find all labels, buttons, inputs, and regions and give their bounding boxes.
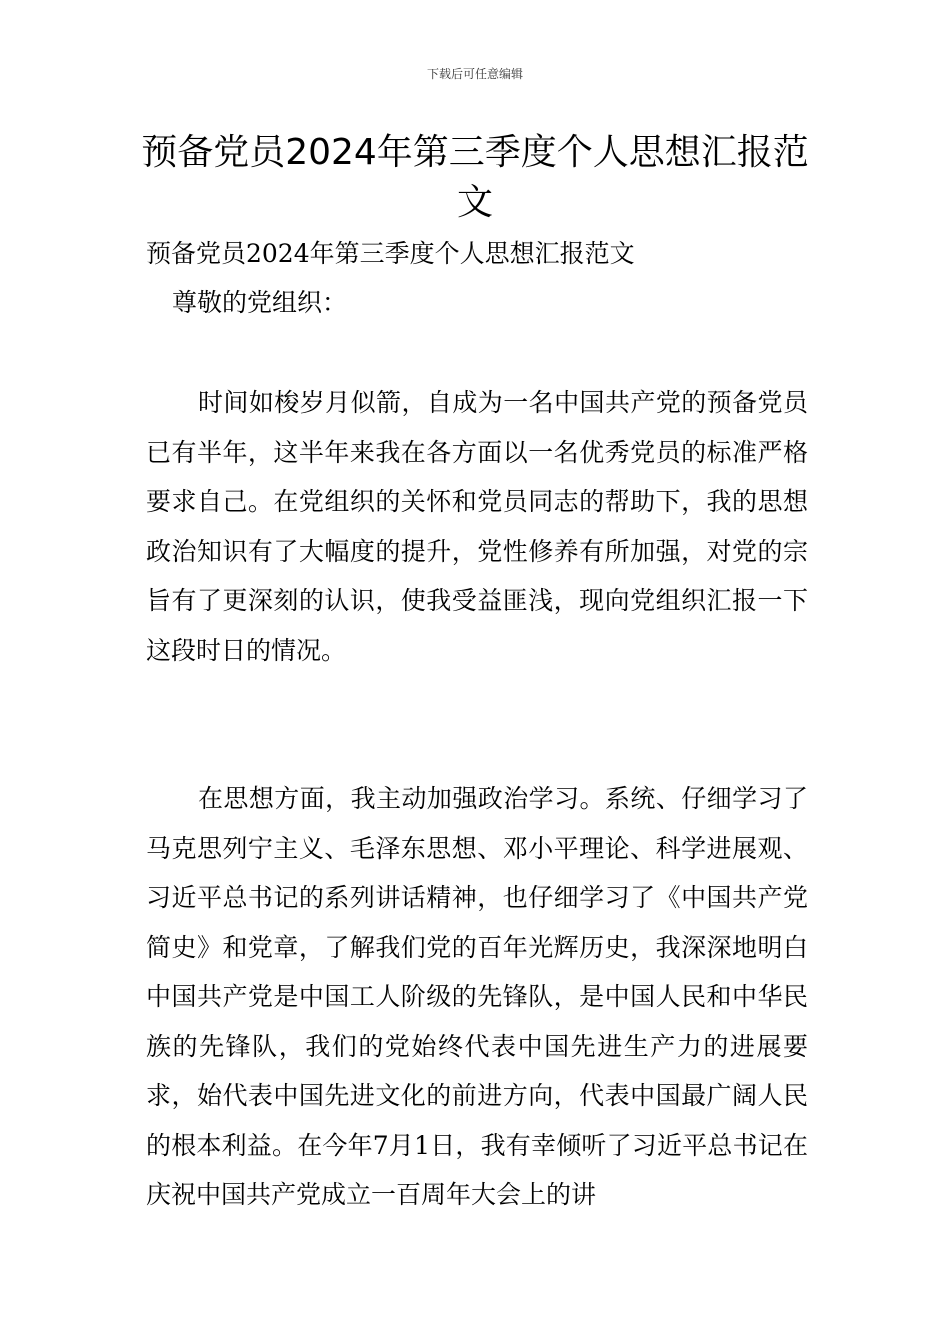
header-note: 下载后可任意编辑 xyxy=(426,67,523,81)
document-title: 预备党员2024年第三季度个人思想汇报范文 xyxy=(141,132,809,223)
document-subtitle: 预备党员2024年第三季度个人思想汇报范文 xyxy=(146,239,635,268)
salutation: 尊敬的党组织： xyxy=(172,288,348,317)
paragraph-2: 在思想方面，我主动加强政治学习。系统、仔细学习了马克思列宁主义、毛泽东思想、邓小平理论、科学进展观、习近平总书记的系列讲话精神，也仔细学习了《中国共产党简史》和党章，了解我们党的百年光辉历史，我深深地明白中国共产党是中国工人阶级的先锋队，是中国人民和中华民族的先锋队，我们的党始终代表中国先进生产力的进展要求，始代表中国先进文化的前进方向，代表中国最广阔人民的根本利益。在今年7月1日，我有幸倾听了习近平总书记在庆祝中国共产党成立一百周年大会上的讲 xyxy=(146,784,808,1209)
paragraph-1: 时间如梭岁月似箭，自成为一名中国共产党的预备党员已有半年，这半年来我在各方面以一名优秀党员的标准严格要求自己。在党组织的关怀和党员同志的帮助下，我的思想政治知识有了大幅度的提升，党性修养有所加强，对党的宗旨有了更深刻的认识，使我受益匪浅，现向党组织汇报一下这段时日的情况。 xyxy=(146,388,808,665)
